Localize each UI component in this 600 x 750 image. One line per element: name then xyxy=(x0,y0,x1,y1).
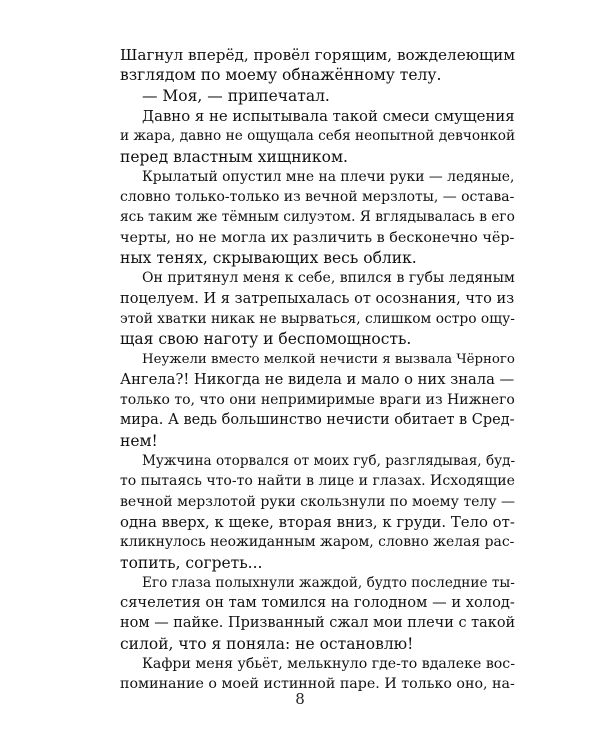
text-line: нем! xyxy=(120,431,158,450)
text-line: поцелуем. И я затрепыхалась от осознания, что из xyxy=(120,289,515,307)
text-line: Он притянул меня к себе, впился в губы ледяным xyxy=(142,270,515,287)
text-line: ясь таким же тёмным силуэтом. Я вглядывалась в его xyxy=(120,209,515,226)
text-line: этой хватки никак не вырваться, слишком остро ощу- xyxy=(120,310,515,327)
text-line: Крылатый опустил мне на плечи руки — ледяные, xyxy=(142,168,515,185)
text-line: одна вверх, к щеке, вторая вниз, к груди. Тело от- xyxy=(120,512,515,531)
text-line: ном — пайке. Призванный сжал мои плечи с такой xyxy=(120,615,516,632)
text-line: топить, согреть... xyxy=(120,553,263,572)
text-line: только то, что они непримиримые враги из Нижнего xyxy=(120,392,515,409)
text-line: Ангела?! Никогда не видела и мало о них знала — xyxy=(120,370,515,388)
text-line: поминание о моей истинной паре. И только оно, на- xyxy=(120,676,515,693)
text-line: силой, что я поняла: не остановлю! xyxy=(120,634,414,653)
text-line: Давно я не испытывала такой смеси смущения xyxy=(142,106,515,125)
text-line: вечной мерзлотой руки скользнули по моему телу — xyxy=(120,493,516,510)
text-line: Мужчина оторвался от моих губ, разглядывая, буд- xyxy=(142,453,516,469)
text-line: взглядом по моему обнажённому телу. xyxy=(120,66,442,85)
text-line: ных тенях, скрывающих весь облик. xyxy=(120,249,417,267)
text-line: щая свою наготу и беспомощность. xyxy=(120,330,412,349)
text-line: мира. А ведь большинство нечисти обитает в Сред- xyxy=(120,412,515,429)
text-line: Кафри меня убьёт, мелькнуло где-то вдалеке вос- xyxy=(142,656,515,672)
text-line: то пытаясь что-то найти в лице и глазах. Исходящие xyxy=(120,473,515,490)
text-line: кликнулось неожиданным жаром, словно желая рас- xyxy=(120,534,515,551)
text-line: сячелетия он там томился на голодном — и холод- xyxy=(120,594,515,612)
text-line: черты, но не могла их различить в бесконечно чёр- xyxy=(120,229,515,246)
text-line: Его глаза полыхнули жаждой, будто последние ты- xyxy=(142,574,515,591)
text-line: перед властным хищником. xyxy=(120,147,348,166)
text-line: Шагнул вперёд, провёл горящим, вожделеющим xyxy=(120,46,516,64)
text-line: словно только-только из вечной мерзлоты, — остава- xyxy=(120,189,515,206)
text-line: и жара, давно не ощущала себя неопытной девчонкой xyxy=(120,128,516,145)
page-number: 8 xyxy=(295,690,305,708)
text-line: — Моя, — припечатал. xyxy=(142,86,330,105)
text-line: Неужели вместо мелкой нечисти я вызвала Чёрного xyxy=(142,351,515,367)
